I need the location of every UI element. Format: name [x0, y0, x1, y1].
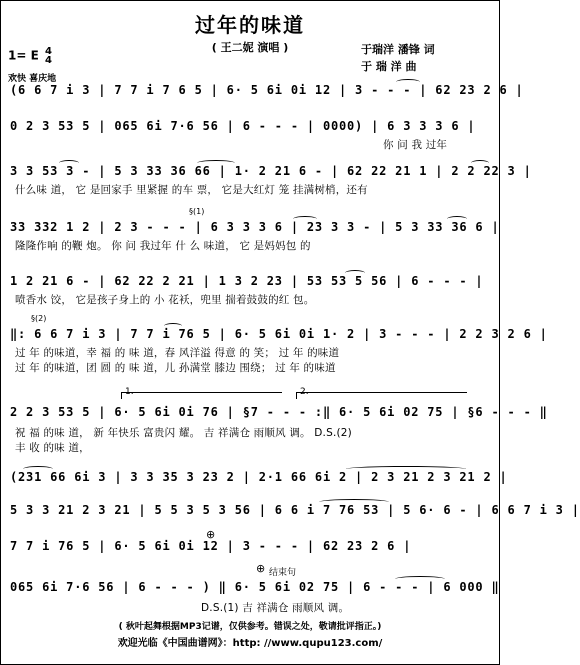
lyric-line-7b: 丰 收 的味 道， [15, 442, 90, 454]
lyricist-credit: 于瑞洋 潘锋 词 [361, 43, 435, 56]
ending-phrase-label: 结束句 [269, 568, 297, 578]
slur [197, 160, 235, 166]
transcription-note: ( 秋叶起舞根据MP3记谱，仅供参考。错误之处，敬请批评指正。) [118, 622, 382, 632]
slur [319, 499, 389, 505]
slur [396, 79, 420, 85]
time-top: 4 [44, 46, 52, 57]
tempo-marking: 欢快 喜庆地 [8, 74, 57, 84]
song-title: 过年的味道 [195, 13, 305, 37]
key-signature [8, 47, 52, 65]
lyric-line-4: 隆隆作响 的鞭 炮。 你 问 我过年 什 么 味道， 它 是妈妈包 的 [15, 240, 311, 252]
lyric-line-3: 什么味 道， 它 是回家手 里紧握 的车 票， 它是大红灯 笼 挂满树梢，还有 [15, 184, 368, 196]
music-line-9: 5 3 3 21 2 3 21 | 5 5 3 5 3 56 | 6 6 i 7 76 53 | 5 6· 6 - | 6 6 7 i 3 | [10, 503, 580, 517]
music-line-5: 1 2 21 6 - | 62 22 2 21 | 1 3 2 23 | 53 53 5 56 | 6 - - - | [10, 274, 484, 288]
key-text: 1= E [8, 48, 39, 63]
first-ending-label: 1. [125, 387, 134, 397]
slur [23, 466, 53, 472]
slur [447, 216, 467, 222]
slur [164, 323, 182, 329]
lyric-line-2: 你 问 我 过年 [383, 139, 448, 151]
second-ending-bracket [296, 392, 467, 399]
music-line-3: 3 3 53 3 - | 5 3 33 36 66 | 1· 2 21 6 - | 62 22 21 1 | 2 2 22 3 | [10, 164, 532, 178]
music-line-8: (231 66 6i 3 | 3 3 35 3 23 2 | 2·1 66 6i 2 | 2 3 21 2 3 21 2 | [10, 470, 508, 484]
lyric-line-11: D.S.(1) 吉 祥满仓 雨顺风 调。 [201, 602, 350, 614]
first-ending-bracket [121, 392, 282, 399]
slur [345, 270, 365, 276]
composer-credit: 于 瑞 洋 曲 [361, 60, 417, 73]
lyric-line-5: 喷香水 饺， 它是孩子身上的 小 花袄，兜里 揣着鼓鼓的红 包。 [15, 294, 315, 306]
music-line-2: 0 2 3 53 5 | 065 6i 7·6 56 | 6 - - - | 0000) | 6 3 3 3 6 | [10, 119, 476, 133]
coda-sign-2: ⊕ [256, 562, 266, 575]
music-line-10: 7 7 i 76 5 | 6· 5 6i 0i 12 | 3 - - - | 62 23 2 6 | [10, 539, 412, 553]
lyric-line-6b: 过 年 的味道，团 圆 的 味 道，儿 孙满堂 膝边 围绕； 过 年 的味道 [15, 362, 336, 374]
time-bottom: 4 [44, 55, 52, 66]
music-line-1: (6 6 7 i 3 | 7 7 i 7 6 5 | 6· 5 6i 0i 12 | 3 - - - | 62 23 2 6 | [10, 83, 524, 97]
music-line-11: 065 6i 7·6 56 | 6 - - - ) ‖ 6· 5 6i 02 75 | 6 - - - | 6 000 ‖ [10, 580, 500, 594]
credits [361, 41, 435, 75]
second-ending-label: 2. [300, 387, 309, 397]
performer-subtitle: ( 王二妮 演唱 ) [211, 41, 289, 54]
segno-2-mark: §(2) [31, 314, 47, 323]
slur [471, 160, 489, 166]
coda-sign: ⊕ [206, 528, 216, 541]
music-line-7: 2 2 3 53 5 | 6· 5 6i 0i 76 | §7 - - - :‖ 6· 5 6i 02 75 | §6 - - - ‖ [10, 405, 548, 419]
time-signature [45, 47, 52, 65]
slur [59, 160, 79, 166]
music-line-6: ‖: 6 6 7 i 3 | 7 7 i 76 5 | 6· 5 6i 0i 1· 2 | 3 - - - | 2 2 3 2 6 | [10, 327, 548, 341]
slur [293, 216, 317, 222]
segno-1-mark: §(1) [189, 207, 205, 216]
lyric-line-7a: 祝 福 的味 道， 新 年快乐 富贵闪 耀。 吉 祥满仓 雨顺风 调。 D.S.(2) [15, 427, 352, 439]
music-line-4: 33 332 1 2 | 2 3 - - - | 6 3 3 3 6 | 23 3 3 - | 5 3 33 36 6 | [10, 220, 500, 234]
slur [395, 576, 445, 582]
lyric-line-6a: 过 年 的味道，幸 福 的 味 道，春 风洋溢 得意 的 笑； 过 年 的味道 [15, 347, 340, 359]
slur [346, 466, 466, 472]
website-credit: 欢迎光临《中国曲谱网》：http: //www.qupu123.com/ [117, 638, 383, 649]
